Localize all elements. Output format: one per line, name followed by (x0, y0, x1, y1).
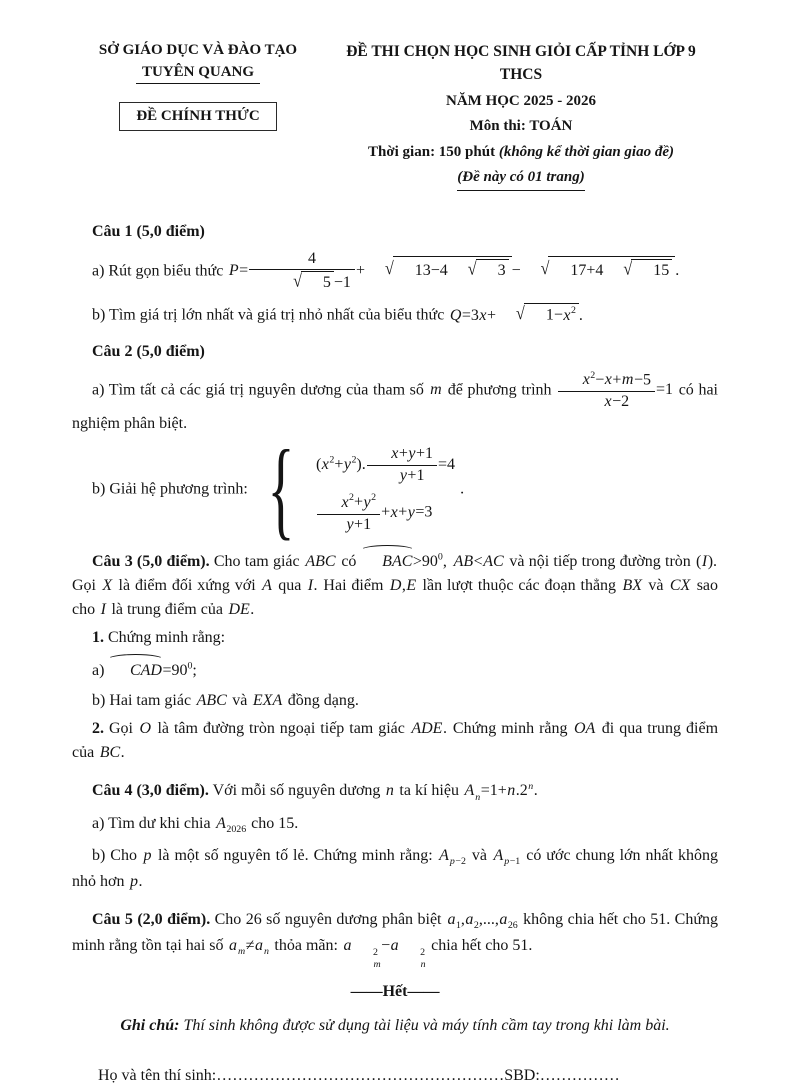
department-name: SỞ GIÁO DỤC VÀ ĐÀO TẠO (72, 40, 324, 62)
exam-title-block (324, 40, 718, 194)
exam-title: ĐỀ THI CHỌN HỌC SINH GIỎI CẤP TỈNH LỚP 9 THCS (324, 40, 718, 87)
het-divider: ——Hết—— (72, 980, 718, 1004)
cau-1-heading: Câu 1 (5,0 điểm) (72, 220, 718, 244)
duration-note: (không kể thời gian giao đề) (499, 144, 674, 160)
cau-4: Câu 4 (3,0 điểm). Với mỗi số nguyên dương n ta kí hiệu $A_n=1+n.2^n$. (72, 779, 718, 805)
cau-2a: a) Tìm tất cả các giá trị nguyên dương của tham số m để phương trình $\frac{x^2-x+m-5}{x-2}$ =1 có hai nghiệm phân biệt. (72, 370, 718, 436)
duration: Thời gian: 150 phút (368, 144, 495, 160)
cau-3-2: 2. Gọi O là tâm đường tròn ngoại tiếp tam giác ADE. Chứng minh rằng OA đi qua trung điểm của BC. (72, 717, 718, 765)
pages-note: (Đề này có 01 trang) (457, 166, 585, 191)
cau-2-heading: Câu 2 (5,0 điểm) (72, 340, 718, 364)
cau-3: Câu 3 (5,0 điểm). Cho tam giác ABC có $BAC>90^0$, AB<AC và nội tiếp trong đường tròn (I). Gọi X là điểm đối xứng với A qua I. Hai điểm D,E lần lượt thuộc các đoạn thẳng BX và CX sao cho I là trung điểm của DE. (72, 547, 718, 622)
school-year: NĂM HỌC 2025 - 2026 (324, 90, 718, 113)
cau-4a: a) Tìm dư khi chia $A_{2026}$ cho 15. (72, 812, 718, 838)
cau-5: Câu 5 (2,0 điểm). Cho 26 số nguyên dương phân biệt $a_1,a_2,...,a_{26}$ không chia hết cho 51. Chứng minh rằng tồn tại hai số $a_m\ne a_n$ thỏa mãn: a 2 m −a 2 n chia hết cho 51. (72, 908, 718, 970)
cau-3-1a: a) $CAD=90^0$; (72, 656, 718, 683)
candidate-name-line: Họ và tên thí sinh:………………………………………………SBD:…………… (72, 1064, 718, 1088)
cau-3-1b: b) Hai tam giác ABC và EXA đồng dạng. (72, 689, 718, 713)
cau-3-1: 1. Chứng minh rằng: (72, 626, 718, 650)
duration-line (324, 141, 718, 164)
exam-header (72, 40, 718, 194)
subject: Môn thi: TOÁN (324, 115, 718, 138)
official-exam-box: ĐỀ CHÍNH THỨC (119, 102, 276, 131)
cau-1b: b) Tìm giá trị lớn nhất và giá trị nhỏ nhất của biểu thức Q=3x+ √ $1-x^2$ . (72, 303, 718, 327)
province-name: TUYÊN QUANG (136, 64, 260, 84)
cau-1a: a) Rút gọn biểu thức P= $\frac{4}{√ 5 -1}$ + √ 13−4 √ 3 − √ 17+4 √ 15 . (72, 250, 718, 294)
ghi-chu-note: Ghi chú: Thí sinh không được sử dụng tài liệu và máy tính cầm tay trong khi làm bài. (72, 1014, 718, 1038)
cau-2b: b) Giải hệ phương trình: { $(x^2+y^2)$. $\frac{x+y+1}{y+1}$ =4 $\frac{x^2+y^2}{y+1}$ +x+y=3 . (72, 442, 718, 538)
exam-body (72, 220, 718, 1088)
issuing-authority-block (72, 40, 324, 131)
cau-4b: b) Cho p là một số nguyên tố lẻ. Chứng minh rằng: $A_{p-2}$ và $A_{p-1}$ có ước chung lớn nhất không nhỏ hơn p. (72, 844, 718, 894)
pages-note-line (324, 166, 718, 191)
